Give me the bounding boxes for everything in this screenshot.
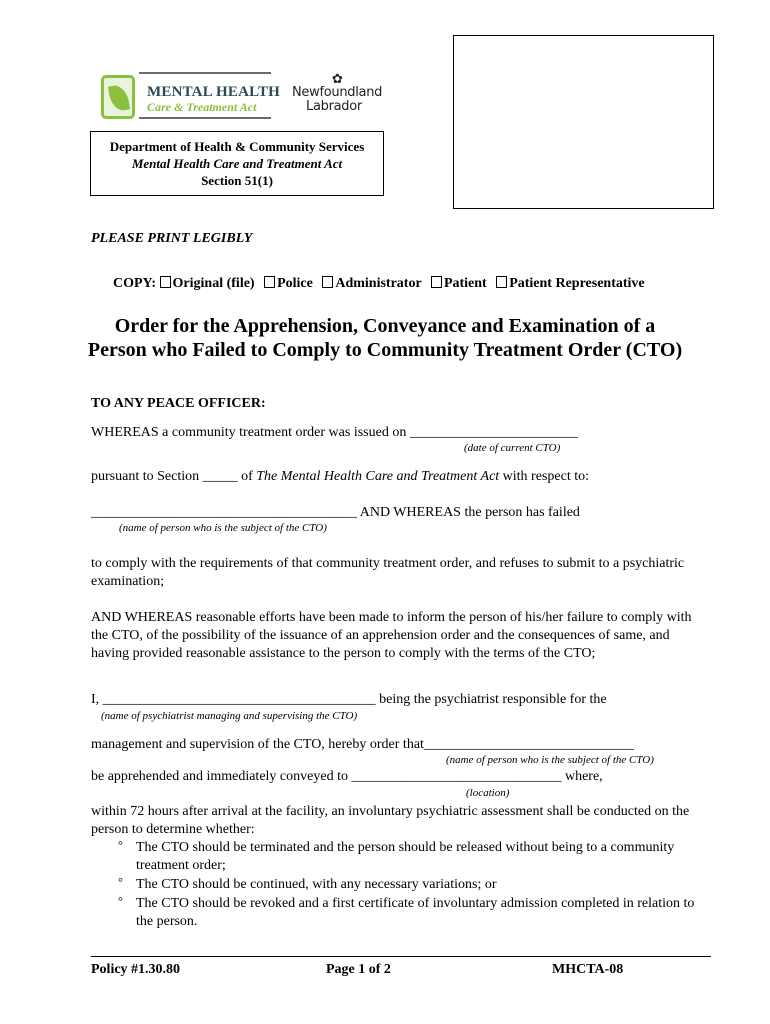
copy-option-original: Original (file) bbox=[172, 276, 255, 291]
caption-subject-name-2: (name of person who is the subject of the CTO) bbox=[446, 754, 654, 766]
logo-rule-top bbox=[139, 72, 271, 74]
checkbox-original[interactable] bbox=[160, 276, 171, 288]
copy-label: COPY: bbox=[113, 276, 157, 291]
footer-page-number: Page 1 of 2 bbox=[326, 962, 391, 977]
checkbox-police[interactable] bbox=[264, 276, 275, 288]
mental-health-logo-leaf-icon bbox=[101, 75, 135, 119]
caption-psychiatrist-name: (name of psychiatrist managing and supervising the CTO) bbox=[101, 710, 358, 722]
pursuant-line bbox=[91, 469, 589, 485]
act-title-italic: The Mental Health Care and Treatment Act bbox=[256, 469, 500, 484]
assessment-paragraph: within 72 hours after arrival at the facility, an involuntary psychiatric assessment shall be conducted on the person to determine whether: bbox=[91, 804, 690, 837]
bullet-2: ° bbox=[118, 875, 123, 889]
nl-logo-line2: Labrador bbox=[306, 99, 362, 114]
checkbox-administrator[interactable] bbox=[322, 276, 333, 288]
caption-subject-name: (name of person who is the subject of the CTO) bbox=[119, 522, 327, 534]
copy-option-patient-representative: Patient Representative bbox=[509, 276, 645, 291]
pursuant-text-end: with respect to: bbox=[499, 469, 589, 484]
comply-paragraph: to comply with the requirements of that community treatment order, and refuses to submit to a psychiatric examination; bbox=[91, 556, 685, 589]
bullet-text-revoke: The CTO should be revoked and a first certificate of involuntary admission completed in relation to the person. bbox=[136, 896, 695, 929]
label-box bbox=[453, 35, 714, 209]
whereas-efforts-paragraph: AND WHEREAS reasonable efforts have been made to inform the person of his/her failure to comply with the CTO, of the possibility of the issuance of an apprehension order and the consequences of same, and having provided reasonable assistance to the person to comply with the terms of the CTO; bbox=[91, 610, 692, 661]
copy-option-administrator: Administrator bbox=[335, 276, 422, 291]
print-notice: PLEASE PRINT LEGIBLY bbox=[91, 231, 253, 246]
bullet-3: ° bbox=[118, 894, 123, 908]
bullet-text-terminate: The CTO should be terminated and the person should be released without being to a community treatment order; bbox=[136, 840, 675, 873]
caption-date-of-cto: (date of current CTO) bbox=[464, 442, 561, 454]
section-number: Section 51(1) bbox=[201, 173, 273, 188]
pitcher-plant-icon: ✿ bbox=[332, 72, 343, 87]
copy-option-police: Police bbox=[277, 276, 313, 291]
copy-distribution bbox=[113, 276, 645, 292]
mh-logo-title: MENTAL HEALTH bbox=[147, 84, 281, 100]
nl-government-logo bbox=[292, 72, 383, 114]
footer-policy-number: Policy #1.30.80 bbox=[91, 962, 181, 977]
footer-form-id: MHCTA-08 bbox=[552, 962, 624, 977]
form-title-line1: Order for the Apprehension, Conveyance and Examination of a bbox=[114, 315, 656, 337]
addressee: TO ANY PEACE OFFICER: bbox=[91, 396, 266, 411]
department-header-box bbox=[90, 131, 384, 196]
checkbox-patient-representative[interactable] bbox=[496, 276, 507, 288]
checkbox-patient[interactable] bbox=[431, 276, 442, 288]
department-name: Department of Health & Community Services bbox=[109, 139, 365, 154]
whereas-issued-line: WHEREAS a community treatment order was issued on ________________________ bbox=[91, 425, 578, 440]
footer-divider bbox=[91, 956, 711, 957]
psychiatrist-line: I, _______________________________________ being the psychiatrist responsible for the bbox=[91, 692, 607, 707]
caption-location: (location) bbox=[466, 787, 510, 799]
copy-option-patient: Patient bbox=[443, 276, 487, 291]
apprehension-line: be apprehended and immediately conveyed to ______________________________ where, bbox=[91, 769, 603, 784]
bullet-text-continue: The CTO should be continued, with any necessary variations; or bbox=[136, 877, 497, 892]
logo-rule-bottom bbox=[139, 117, 271, 119]
act-name: Mental Health Care and Treatment Act bbox=[131, 156, 343, 171]
pursuant-text: pursuant to Section _____ of bbox=[91, 469, 257, 484]
nl-logo-line1: Newfoundland bbox=[292, 85, 383, 100]
management-line: management and supervision of the CTO, hereby order that______________________________ bbox=[91, 737, 634, 752]
form-title-line2: Person who Failed to Comply to Community Treatment Order (CTO) bbox=[87, 339, 683, 361]
mh-logo-subtitle: Care & Treatment Act bbox=[147, 100, 257, 114]
subject-name-line: ______________________________________ AND WHEREAS the person has failed bbox=[91, 505, 580, 520]
bullet-1: ° bbox=[118, 838, 123, 852]
